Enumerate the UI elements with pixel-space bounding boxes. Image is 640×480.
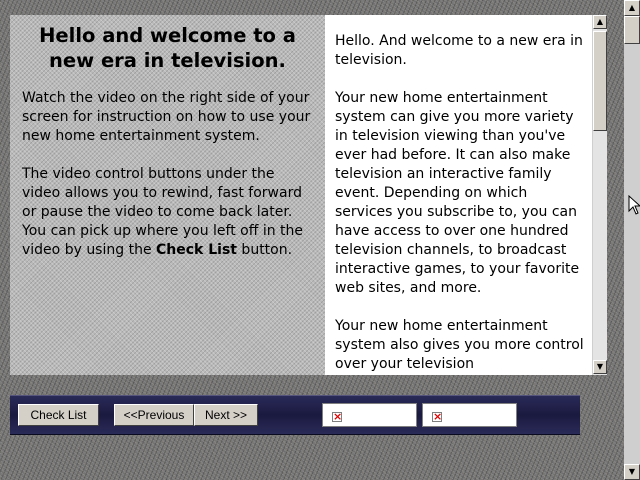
- transcript-paragraph: Your new home entertainment system also gives you more control over your television: [335, 318, 584, 372]
- video-control-slot-2[interactable]: [422, 403, 517, 427]
- broken-image-icon: [432, 412, 442, 422]
- transcript-paragraph: Your new home entertainment system can give you more variety in television viewing than you've ever had before. It can also make television an interactive family event. Depending on which services you subscribe to, you can have access to over one hundred television channels, to broadcast interactive games, to your favorite web sites, and more.: [335, 90, 580, 296]
- instruction-text-end: button.: [236, 242, 293, 258]
- mouse-pointer-icon: [628, 195, 640, 215]
- scroll-down-arrow-icon[interactable]: ▼: [593, 360, 607, 374]
- transcript-scroll-thumb[interactable]: [593, 31, 607, 131]
- instruction-text: The video control buttons under the video allows you to rewind, fast forward or pause the video to come back later. You can pick up where you left off in the video by using the: [22, 166, 304, 258]
- next-button[interactable]: Next >>: [194, 404, 258, 426]
- scroll-up-arrow-icon[interactable]: ▲: [593, 15, 607, 29]
- video-control-slot-1[interactable]: [322, 403, 417, 427]
- transcript-paragraph: Hello. And welcome to a new era in television.: [335, 33, 583, 68]
- welcome-heading: Hello and welcome to a new era in television.: [39, 24, 296, 72]
- window-scroll-down-icon[interactable]: ▼: [624, 464, 640, 480]
- window-scroll-up-icon[interactable]: ▲: [624, 0, 640, 16]
- instruction-paragraph-1: Watch the video on the right side of your screen for instruction on how to use your new home entertainment system.: [22, 90, 311, 144]
- broken-image-icon: [332, 412, 342, 422]
- previous-button[interactable]: <<Previous: [114, 404, 194, 426]
- window-scroll-thumb[interactable]: [624, 16, 640, 44]
- instruction-paragraph-2: [22, 165, 313, 260]
- window-scrollbar[interactable]: [624, 0, 640, 480]
- video-control-bar: [10, 395, 580, 435]
- transcript-scrollbar[interactable]: [592, 15, 607, 375]
- instructions-panel: [10, 15, 325, 375]
- transcript-panel[interactable]: [325, 15, 592, 375]
- check-list-button[interactable]: Check List: [18, 404, 99, 426]
- check-list-emphasis: Check List: [156, 242, 237, 258]
